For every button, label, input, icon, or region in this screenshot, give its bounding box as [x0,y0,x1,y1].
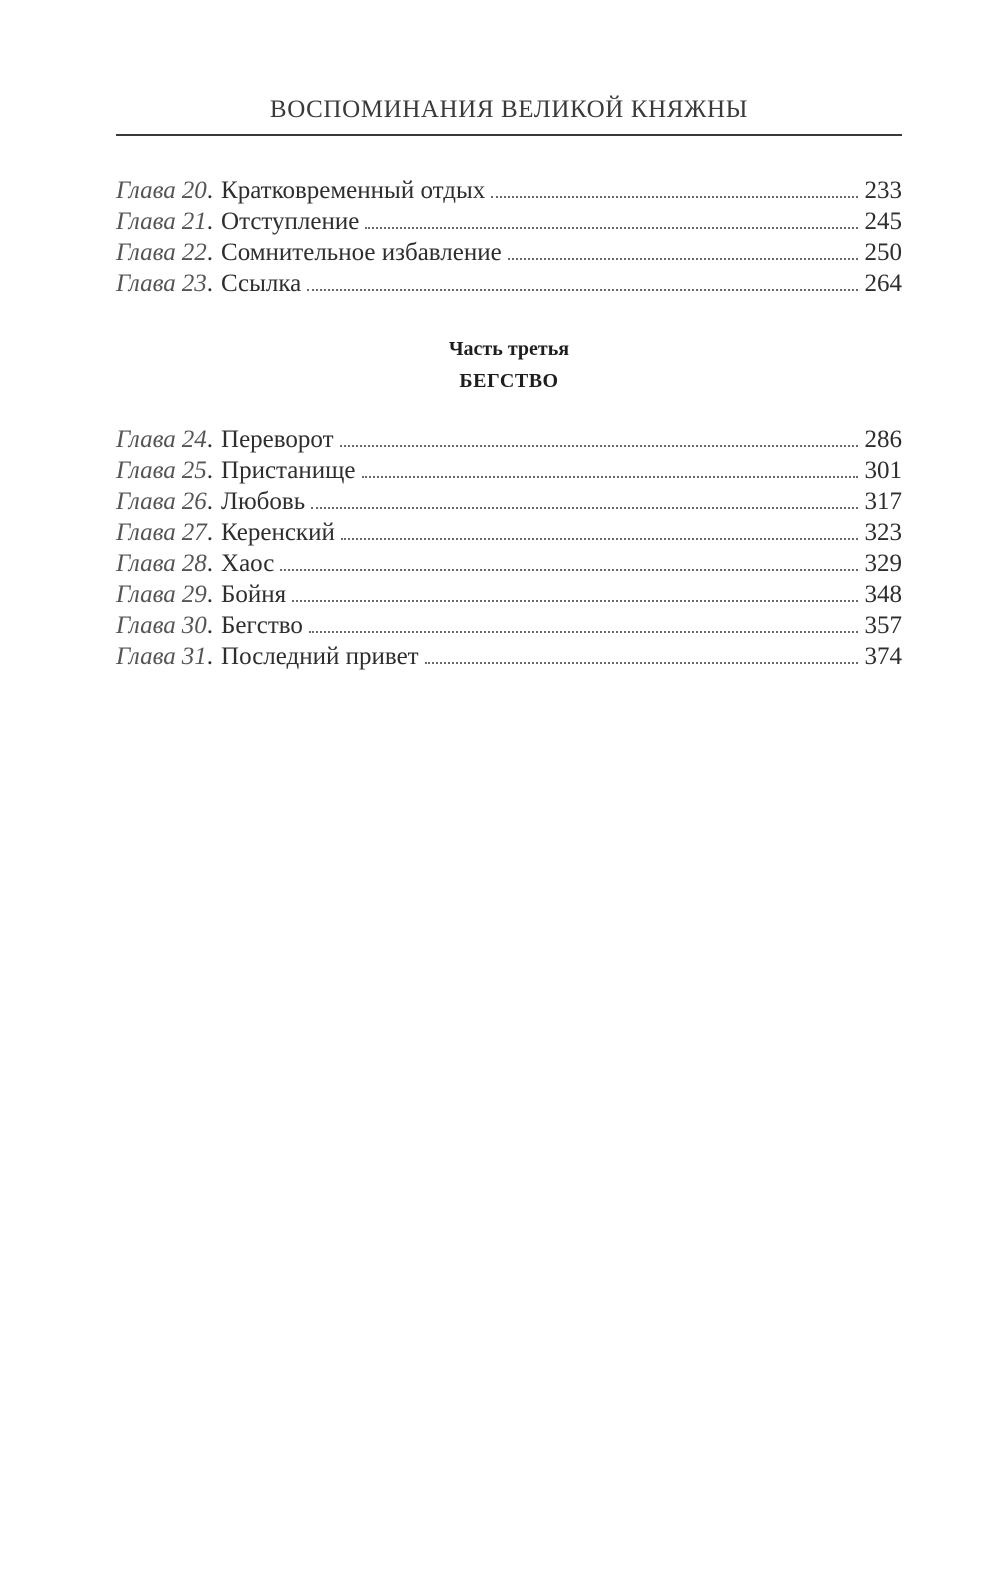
page-number: 264 [864,270,902,297]
dot-leader [311,507,858,509]
dot-leader [292,600,858,602]
chapter-number: 28 [181,550,207,577]
dot-leader [425,662,858,664]
dot-leader [508,258,858,260]
chapter-title: Бегство [221,612,303,639]
chapter-separator: . [206,426,214,453]
page-number: 323 [864,519,902,546]
chapter-title: Последний привет [221,643,419,670]
toc-entry [116,424,902,455]
page-number: 245 [864,208,902,235]
toc-entry [116,548,902,579]
toc-entry [116,517,902,548]
page-number: 286 [864,426,902,453]
chapter-word: Глава [116,208,176,235]
chapter-separator: . [206,550,214,577]
dot-leader [309,631,858,633]
chapter-title: Сомнительное избавление [221,239,502,266]
header-rule [116,134,902,136]
page-number: 233 [864,177,902,204]
dot-leader [491,196,858,198]
chapter-title: Отступление [221,208,360,235]
chapter-word: Глава [116,426,176,453]
chapter-word: Глава [116,457,176,484]
toc-entry [116,175,902,206]
page-number: 301 [864,457,902,484]
chapter-number: 20 [181,177,207,204]
chapter-title: Переворот [221,426,334,453]
chapter-separator: . [206,488,214,515]
dot-leader [280,569,858,571]
chapter-word: Глава [116,612,176,639]
chapter-word: Глава [116,519,176,546]
chapter-title: Бойня [221,581,287,608]
dot-leader [362,476,859,478]
chapter-number: 23 [181,270,207,297]
chapter-word: Глава [116,643,176,670]
chapter-separator: . [206,208,214,235]
chapter-title: Ссылка [221,270,302,297]
toc-entry [116,237,902,268]
page-number: 348 [864,581,902,608]
chapter-separator: . [206,239,214,266]
chapter-separator: . [206,177,214,204]
page-number: 250 [864,239,902,266]
chapter-word: Глава [116,550,176,577]
chapter-number: 22 [181,239,207,266]
toc-entry [116,486,902,517]
part-title: БЕГСТВО [459,370,559,392]
chapter-title: Любовь [221,488,306,515]
chapter-number: 31 [181,643,207,670]
page-number: 329 [864,550,902,577]
toc-list-part-three [116,424,902,672]
chapter-title: Керенский [221,519,335,546]
toc-entry [116,610,902,641]
chapter-word: Глава [116,581,176,608]
page-number: 374 [864,643,902,670]
chapter-separator: . [206,643,214,670]
toc-entry [116,641,902,672]
chapter-number: 29 [181,581,207,608]
chapter-separator: . [206,457,214,484]
chapter-number: 27 [181,519,207,546]
dot-leader [340,445,858,447]
part-label: Часть третья [448,338,570,360]
chapter-number: 25 [181,457,207,484]
running-head: ВОСПОМИНАНИЯ ВЕЛИКОЙ КНЯЖНЫ [269,96,749,123]
chapter-number: 26 [181,488,207,515]
dot-leader [365,227,858,229]
chapter-number: 21 [181,208,207,235]
page-number: 317 [864,488,902,515]
toc-entry [116,579,902,610]
dot-leader [341,538,858,540]
chapter-word: Глава [116,177,176,204]
toc-entry [116,206,902,237]
chapter-separator: . [206,612,214,639]
chapter-word: Глава [116,239,176,266]
page-number: 357 [864,612,902,639]
toc-entry [116,455,902,486]
chapter-word: Глава [116,270,176,297]
chapter-title: Пристанище [221,457,356,484]
chapter-separator: . [206,270,214,297]
toc-entry [116,268,902,299]
chapter-number: 24 [181,426,207,453]
chapter-title: Хаос [221,550,275,577]
chapter-title: Кратковременный отдых [221,177,486,204]
chapter-number: 30 [181,612,207,639]
chapter-separator: . [206,581,214,608]
chapter-word: Глава [116,488,176,515]
dot-leader [307,289,858,291]
toc-list-part-two-end [116,175,902,299]
chapter-separator: . [206,519,214,546]
